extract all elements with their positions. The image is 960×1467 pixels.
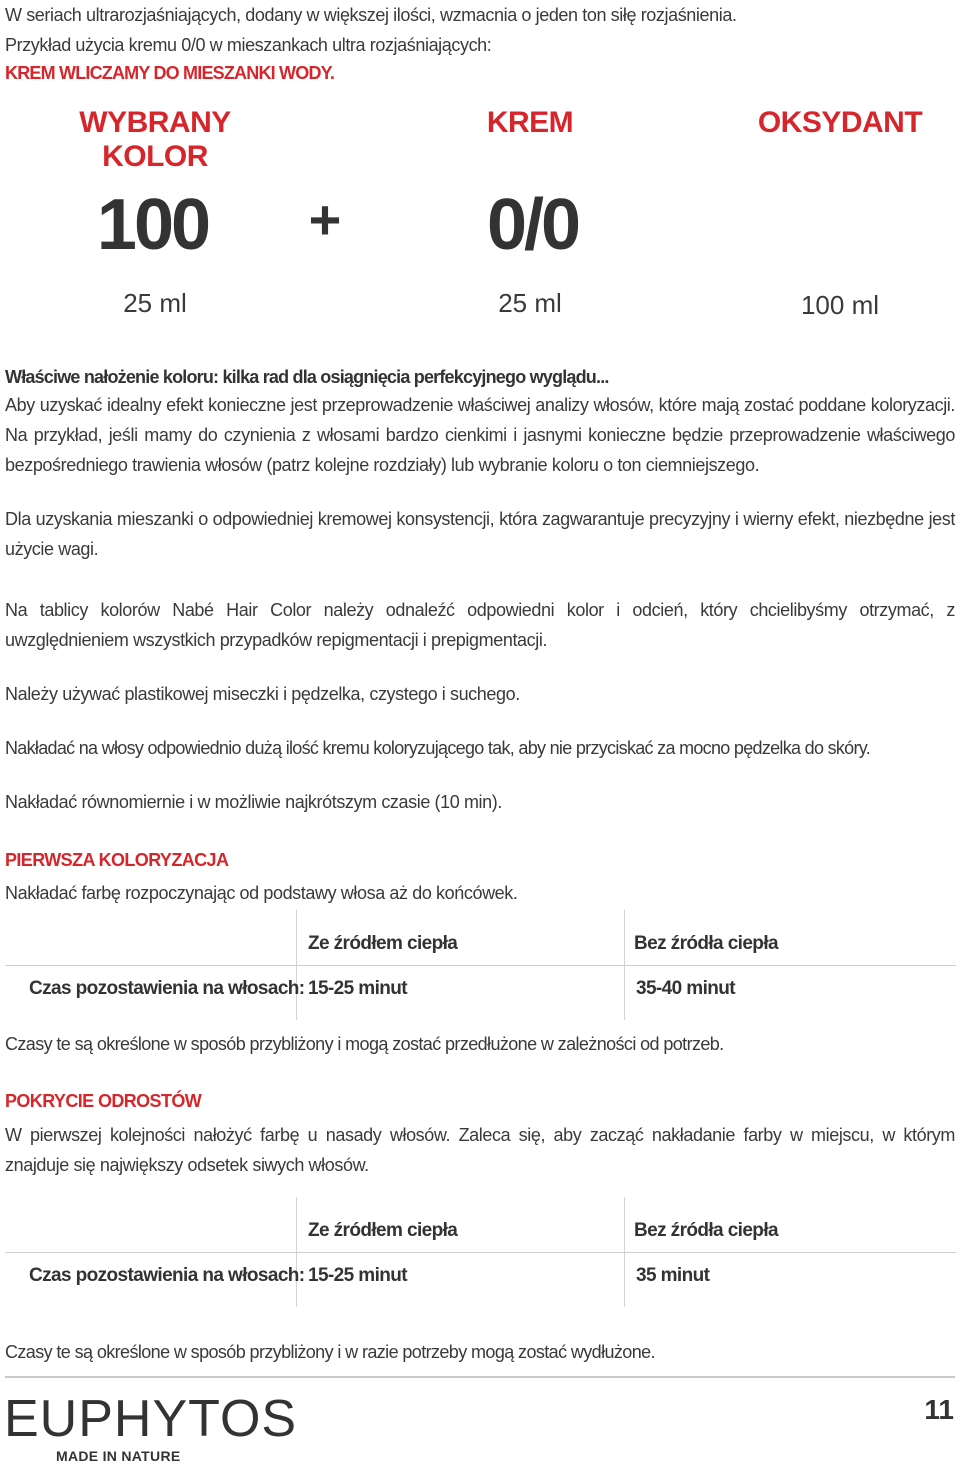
first-coloring-time-table (5, 910, 956, 1020)
table-rule (5, 1252, 956, 1253)
table-value-no-heat: 35-40 minut (636, 978, 735, 999)
mix-heading-oxidant: OKSYDANT (757, 106, 923, 139)
application-paragraph-4: Należy używać plastikowej miseczki i pędzelka, czystego i suchego. (5, 684, 520, 704)
mix-oxidant-volume: 100 ml (800, 290, 880, 320)
table-header-no-heat: Bez źródła ciepła (634, 1220, 778, 1241)
table-header-heat: Ze źródłem ciepła (308, 933, 458, 954)
table-value-no-heat: 35 minut (636, 1265, 710, 1286)
application-lead: Właściwe nałożenie koloru: kilka rad dla osiągnięcia perfekcyjnego wyglądu... (5, 367, 609, 387)
mix-heading-cream: KREM (486, 106, 574, 139)
table-value-heat: 15-25 minut (308, 978, 407, 999)
table-rule (5, 965, 956, 966)
mix-cream-number: 0/0 (486, 185, 579, 265)
application-paragraph-6: Nakładać równomiernie i w możliwie najkrótszym czasie (10 min). (5, 792, 502, 812)
table-row-label: Czas pozostawienia na włosach: (29, 1265, 305, 1286)
table-value-heat: 15-25 minut (308, 1265, 407, 1286)
application-paragraph-3: Na tablicy kolorów Nabé Hair Color należy odnaleźć odpowiedni kolor i odcień, który chcielibyśmy otrzymać, z uwzględnieniem wszystkich przypadków repigmentacji i prepigmentacji. (5, 600, 955, 650)
table-header-heat: Ze źródłem ciepła (308, 1220, 458, 1241)
intro-line-1: W seriach ultrarozjaśniających, dodany w większej ilości, wzmacnia o jeden ton siłę rozjaśnienia. (5, 5, 737, 25)
mix-color-number: 100 (96, 185, 209, 265)
first-coloring-text: Nakładać farbę rozpoczynając od podstawy włosa aż do końcówek. (5, 883, 518, 903)
footer-divider (5, 1376, 955, 1378)
intro-line-2: Przykład użycia kremu 0/0 w mieszankach ultra rozjaśniających: (5, 35, 492, 55)
table-header-no-heat: Bez źródła ciepła (634, 933, 778, 954)
regrowth-note: Czasy te są określone w sposób przybliżony i w razie potrzeby mogą zostać wydłużone. (5, 1342, 655, 1362)
mix-heading-color: WYBRANY KOLOR (79, 106, 231, 173)
mix-cream-volume: 25 ml (498, 288, 562, 318)
brand-tagline: MADE IN NATURE (56, 1448, 181, 1464)
table-row-label: Czas pozostawienia na włosach: (29, 978, 305, 999)
application-paragraph-5: Nakładać na włosy odpowiednio dużą ilość kremu koloryzującego tak, aby nie przyciskać za mocno pędzelka do skóry. (5, 738, 871, 758)
section-title-regrowth: POKRYCIE ODROSTÓW (5, 1091, 202, 1111)
brand-logo: EUPHYTOS (4, 1390, 298, 1448)
regrowth-text: W pierwszej kolejności nałożyć farbę u nasady włosów. Zaleca się, aby zacząć nakładanie farby w miejscu, w którym znajduje się największy odsetek siwych włosów. (5, 1125, 955, 1175)
application-paragraph-1: Aby uzyskać idealny efekt konieczne jest przeprowadzenie właściwej analizy włosów, które mają zostać poddane koloryzacji. Na przykład, jeśli mamy do czynienia z włosami bardzo cienkimi i jasnymi konieczne będzie przeprowadzenie właściwego bezpośredniego trawienia włosów (patrz kolejne rozdziały) lub wybranie koloru o ton ciemniejszego. (5, 395, 955, 475)
mix-plus-sign: + (308, 188, 342, 251)
mix-color-volume: 25 ml (123, 288, 187, 318)
first-coloring-note: Czasy te są określone w sposób przybliżony i mogą zostać przedłużone w zależności od potrzeb. (5, 1034, 724, 1054)
intro-highlight: KREM WLICZAMY DO MIESZANKI WODY. (5, 63, 335, 83)
section-title-first-coloring: PIERWSZA KOLORYZACJA (5, 850, 229, 870)
application-paragraph-2: Dla uzyskania mieszanki o odpowiedniej kremowej konsystencji, która zagwarantuje precyzyjny i wierny efekt, niezbędne jest użycie wagi. (5, 509, 955, 559)
page-number: 11 (924, 1394, 954, 1425)
regrowth-time-table (5, 1197, 956, 1307)
